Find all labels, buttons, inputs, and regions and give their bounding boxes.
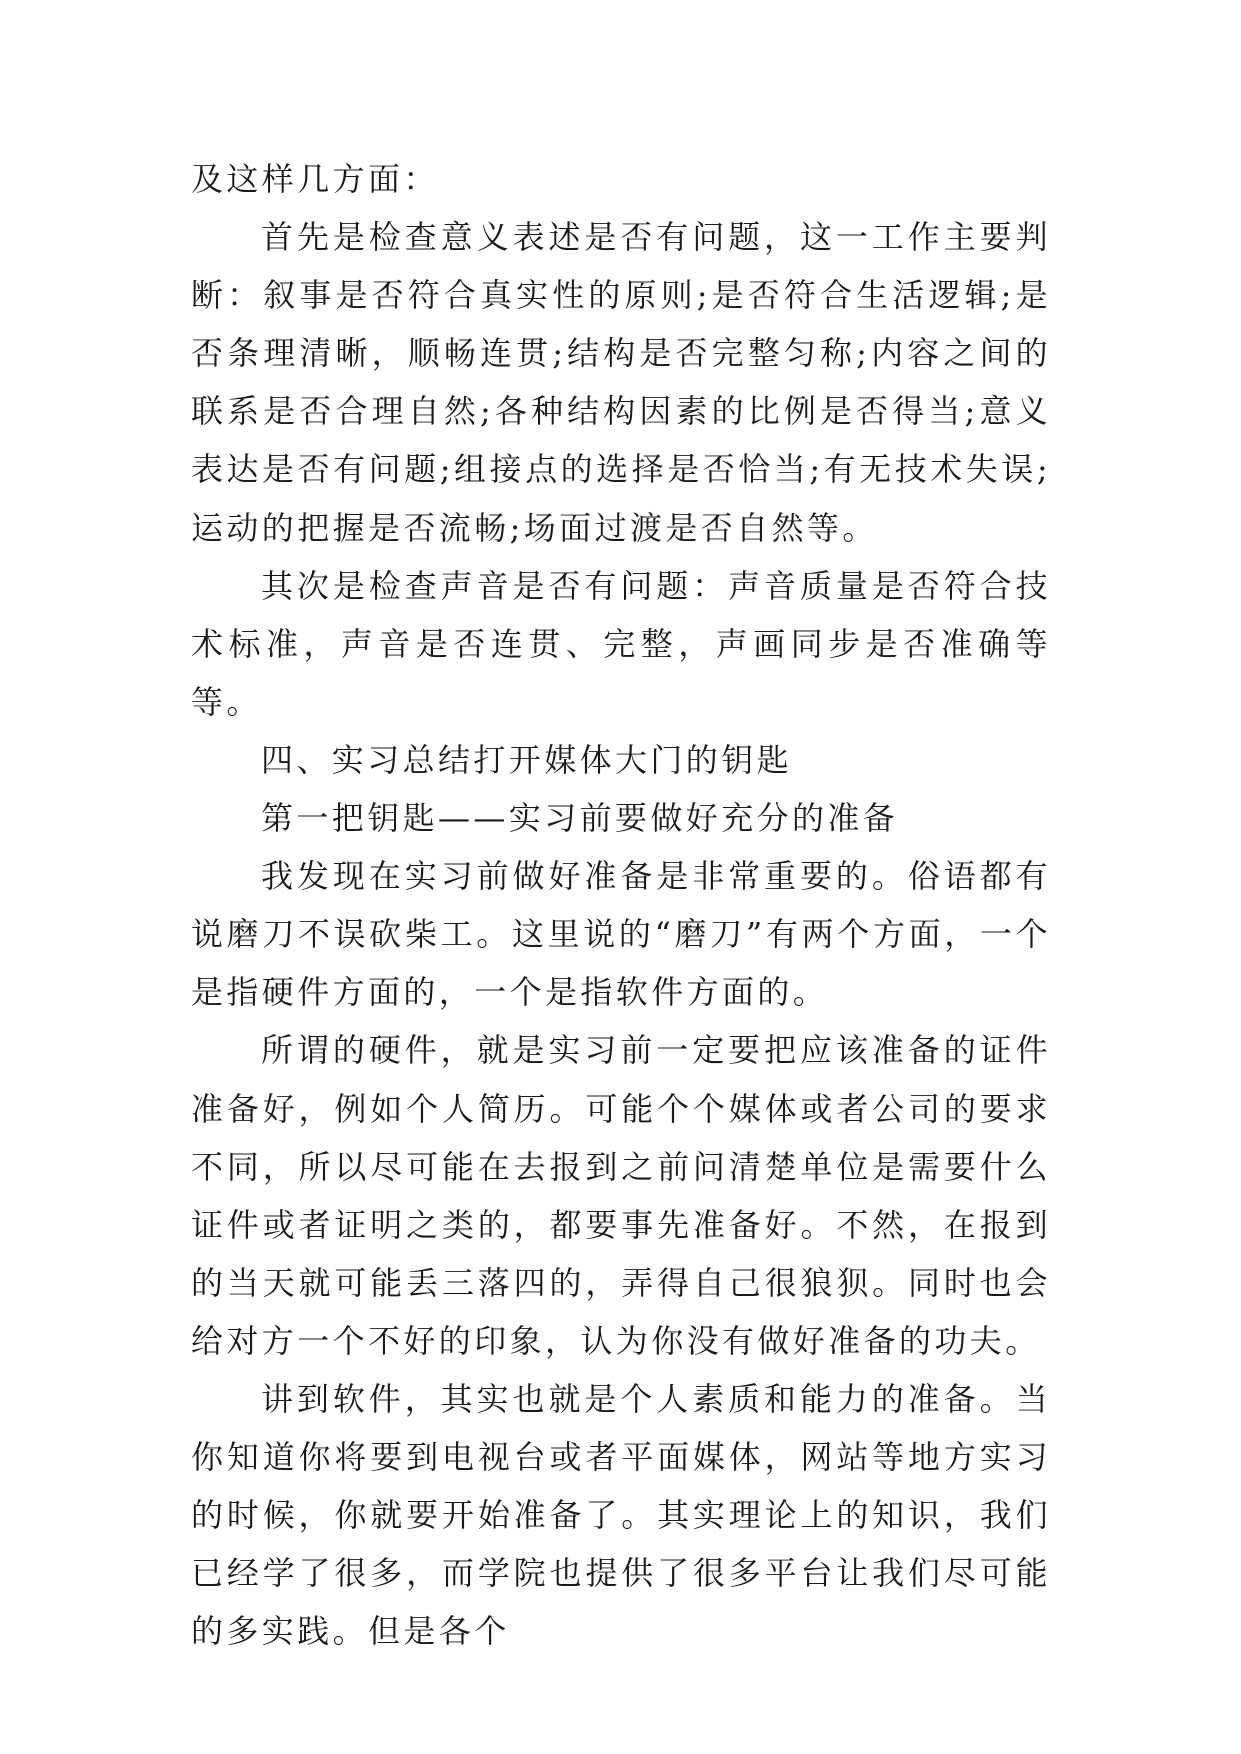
paragraph-hardware: 所谓的硬件，就是实习前一定要把应该准备的证件准备好，例如个人简历。可能个个媒体或者公司的要求不同，所以尽可能在去报到之前问清楚单位是需要什么证件或者证明之类的，都要事先准备好。不然，在报到的当天就可能丢三落四的，弄得自己很狼狈。同时也会给对方一个不好的印象，认为你没有做好准备的功夫。 bbox=[191, 1031, 1051, 1360]
paragraph-software: 讲到软件，其实也就是个人素质和能力的准备。当你知道你将要到电视台或者平面媒体，网站等地方实习的时候，你就要开始准备了。其实理论上的知识，我们已经学了很多，而学院也提供了很多平台让我们尽可能的多实践。但是各个 bbox=[191, 1379, 1051, 1651]
document-body bbox=[191, 150, 1051, 1660]
paragraph-preparation: 我发现在实习前做好准备是非常重要的。俗语都有说磨刀不误砍柴工。这里说的“磨刀”有两个方面，一个是指硬件方面的，一个是指软件方面的。 bbox=[191, 857, 1051, 1012]
paragraph-check-sound: 其次是检查声音是否有问题：声音质量是否符合技术标准，声音是否连贯、完整，声画同步是否准确等等。 bbox=[191, 566, 1051, 721]
section-heading-summary: 四、实习总结打开媒体大门的钥匙 bbox=[261, 740, 793, 779]
subheading-first-key: 第一把钥匙——实习前要做好充分的准备 bbox=[261, 799, 899, 838]
paragraph-intro-fragment: 及这样几方面： bbox=[191, 160, 439, 198]
paragraph-check-meaning: 首先是检查意义表述是否有问题，这一工作主要判断：叙事是否符合真实性的原则;是否符合生活逻辑;是否条理清晰，顺畅连贯;结构是否完整匀称;内容之间的联系是否合理自然;各种结构因素的比例是否得当;意义表达是否有问题;组接点的选择是否恰当;有无技术失误;运动的把握是否流畅;场面过渡是否自然等。 bbox=[191, 218, 1051, 547]
